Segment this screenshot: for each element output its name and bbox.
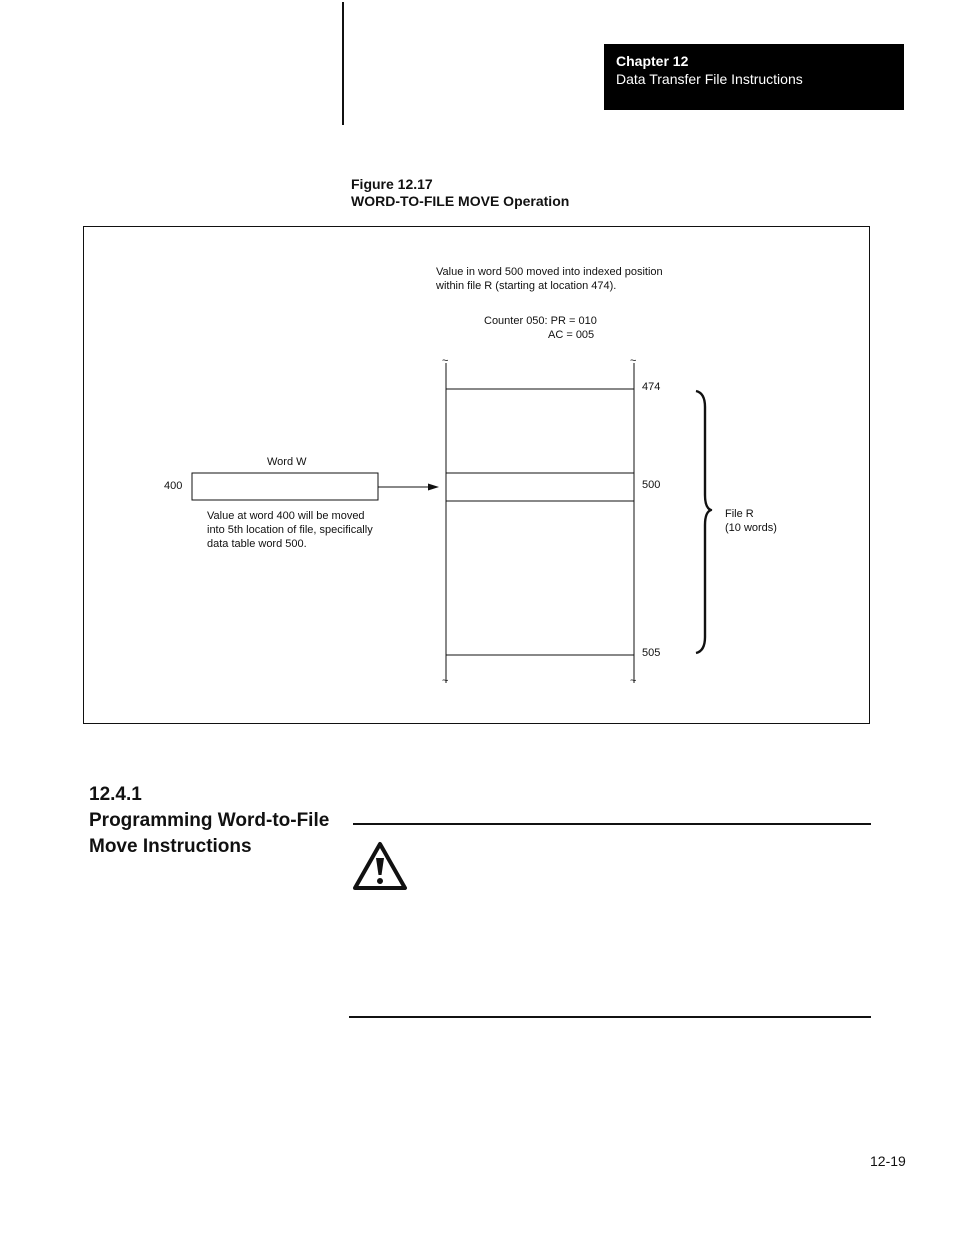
word-address-400: 400 [164, 480, 183, 492]
figure-note-line: within file R (starting at location 474). [436, 280, 617, 292]
counter-accumulated: AC = 005 [548, 329, 595, 341]
word-description-line: Value at word 400 will be moved [207, 510, 365, 522]
break-mark: ~ [630, 675, 637, 687]
word-w-box [192, 473, 378, 500]
warning-top-rule [353, 823, 871, 825]
break-mark: ~ [442, 355, 449, 367]
warning-bottom-rule [349, 1016, 871, 1018]
figure-note [436, 265, 663, 293]
file-r-brace [696, 391, 711, 653]
chapter-label: Chapter 12 [616, 53, 689, 69]
figure-number: Figure 12.17 [351, 176, 433, 192]
move-arrow-head [428, 484, 439, 491]
figure-caption [351, 176, 569, 210]
counter-label: Counter 050: PR = 010 [484, 315, 597, 327]
warning-triangle-icon [352, 841, 408, 891]
section-number: 12.4.1 [89, 784, 142, 805]
section-title-line: Move Instructions [89, 836, 252, 857]
word-description-line: into 5th location of file, specifically [207, 524, 373, 536]
chapter-header-box [604, 44, 904, 110]
address-500: 500 [642, 479, 661, 491]
address-505: 505 [642, 647, 661, 659]
section-heading [89, 782, 329, 860]
address-474: 474 [642, 381, 661, 393]
file-r-name: File R [725, 508, 754, 520]
file-r-label [725, 507, 777, 535]
figure-diagram [84, 227, 871, 725]
chapter-title: Data Transfer File Instructions [616, 71, 803, 87]
file-r-size: (10 words) [725, 522, 777, 534]
break-mark: ~ [630, 355, 637, 367]
word-description [207, 509, 373, 551]
header-vertical-rule [342, 2, 344, 125]
section-title-line: Programming Word-to-File [89, 810, 330, 831]
word-w-label: Word W [267, 456, 307, 468]
page-number: 12-19 [870, 1153, 906, 1169]
figure-frame [83, 226, 870, 724]
word-description-line: data table word 500. [207, 538, 307, 550]
figure-title: WORD-TO-FILE MOVE Operation [351, 193, 570, 209]
figure-note-line: Value in word 500 moved into indexed position [436, 266, 663, 278]
break-mark: ~ [442, 675, 449, 687]
